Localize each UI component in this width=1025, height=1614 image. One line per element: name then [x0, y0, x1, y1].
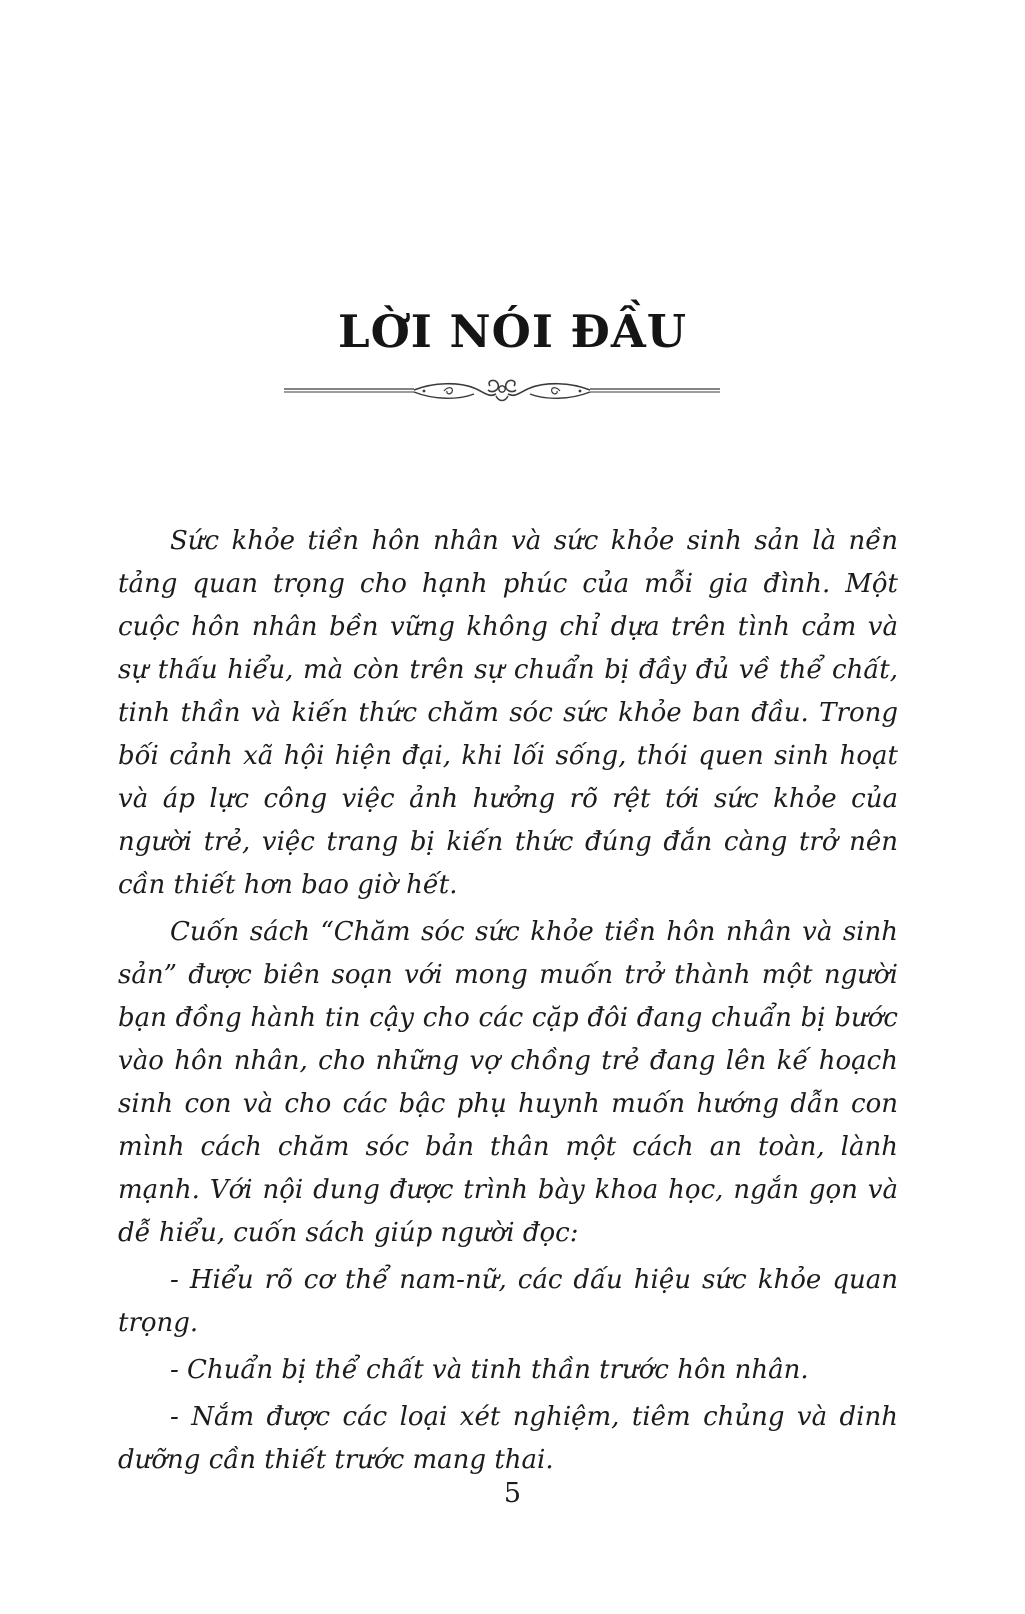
- paragraph: Sức khỏe tiền hôn nhân và sức khỏe sinh sản là nền tảng quan trọng cho hạnh phúc của mỗi gia đình. Một cuộc hôn nhân bền vững không chỉ dựa trên tình cảm và sự thấu hiểu, mà còn trên sự chuẩn bị đầy đủ về thể chất, tinh thần và kiến thức chăm sóc sức khỏe ban đầu. Trong bối cảnh xã hội hiện đại, khi lối sống, thói quen sinh hoạt và áp lực công việc ảnh hưởng rõ rệt tới sức khỏe của người trẻ, việc trang bị kiến thức đúng đắn càng trở nên cần thiết hơn bao giờ hết.: [118, 526, 898, 900]
- list-item: - Nắm được các loại xét nghiệm, tiêm chủng và dinh dưỡng cần thiết trước mang thai.: [118, 1402, 898, 1475]
- page-title: LỜI NÓI ĐẦU: [337, 305, 688, 358]
- decorative-divider-icon: [284, 378, 720, 406]
- list-item: - Hiểu rõ cơ thể nam-nữ, các dấu hiệu sức khỏe quan trọng.: [118, 1265, 898, 1338]
- preface-body: [118, 520, 898, 1482]
- page-number: 5: [503, 1478, 522, 1509]
- paragraph: Cuốn sách “Chăm sóc sức khỏe tiền hôn nhân và sinh sản” được biên soạn với mong muốn trở thành một người bạn đồng hành tin cậy cho các cặp đôi đang chuẩn bị bước vào hôn nhân, cho những vợ chồng trẻ đang lên kế hoạch sinh con và cho các bậc phụ huynh muốn hướng dẫn con mình cách chăm sóc bản thân một cách an toàn, lành mạnh. Với nội dung được trình bày khoa học, ngắn gọn và dễ hiểu, cuốn sách giúp người đọc:: [118, 917, 898, 1248]
- list-item: - Chuẩn bị thể chất và tinh thần trước hôn nhân.: [170, 1355, 809, 1385]
